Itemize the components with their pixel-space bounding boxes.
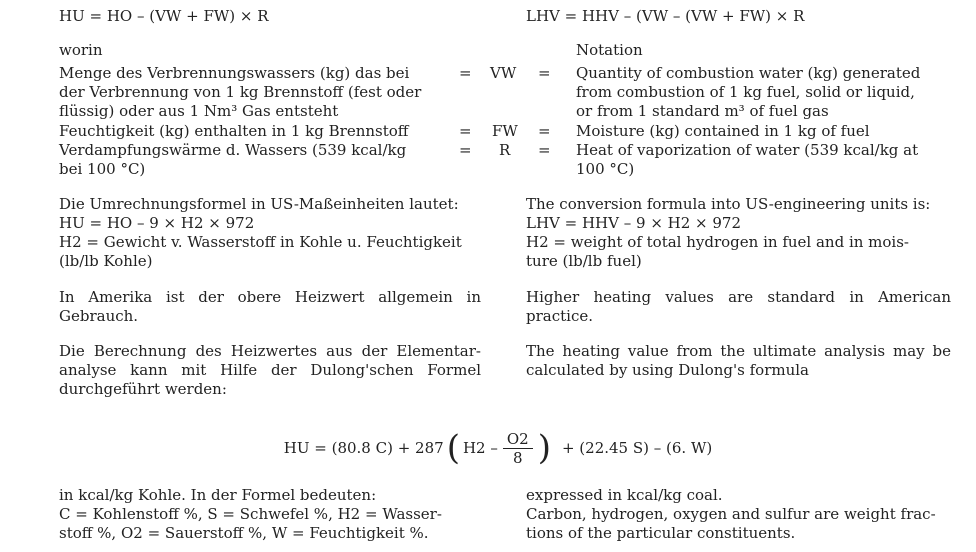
america-paragraph-english: Higher heating values are standard in American practice. [526, 288, 951, 325]
fraction-numerator: O2 [503, 430, 533, 449]
formula-close-paren: ) [537, 428, 551, 468]
formula-lhs: HU = (80.8 C) + 287 [283, 438, 444, 457]
def-r-symbol: R [499, 141, 511, 159]
def-r-english: Heat of vaporization of water (539 kcal/kg at 100 °C) [576, 141, 919, 178]
top-formula-german: HU = HO – (VW + FW) × R [59, 7, 269, 25]
header-notation: Notation [576, 41, 643, 59]
def-fw-eq-right: = [538, 122, 551, 140]
formula-h2: H2 – [462, 438, 498, 457]
dulong-paragraph-english: The heating value from the ultimate analysis may be calculated by using Dulong's formula [526, 342, 951, 379]
america-paragraph-german: In Amerika ist der obere Heizwert allgemein in Gebrauch. [59, 288, 481, 325]
us-conversion-english: The conversion formula into US-engineering units is: LHV = HHV – 9 × H2 × 972 H2 = weight of total hydrogen in fuel and in mois- ture (lb/lb fuel) [526, 195, 931, 270]
def-vw-eq-left: = [459, 64, 472, 82]
def-fw-german: Feuchtigkeit (kg) enthalten in 1 kg Brennstoff [59, 122, 409, 140]
def-vw-english: Quantity of combustion water (kg) generated from combustion of 1 kg fuel, solid or liquid, or from 1 standard m³ of fuel gas [576, 64, 921, 120]
def-vw-german: Menge des Verbrennungswassers (kg) das bei der Verbrennung von 1 kg Brennstoff (fest oder flüssig) oder aus 1 Nm³ Gas entsteht [59, 64, 422, 120]
top-formula-english: LHV = HHV – (VW – (VW + FW) × R [526, 7, 805, 25]
formula-open-paren: ( [446, 428, 460, 468]
def-r-german: Verdampfungswärme d. Wassers (539 kcal/kg bei 100 °C) [59, 141, 407, 178]
def-r-eq-left: = [459, 141, 472, 159]
def-vw-symbol: VW [490, 64, 517, 82]
bottom-paragraph-german: in kcal/kg Kohle. In der Formel bedeuten: C = Kohlenstoff %, S = Schwefel %, H2 = Wasser- stoff %, O2 = Sauerstoff %, W = Feuchtigkeit %. [59, 486, 442, 542]
def-r-eq-right: = [538, 141, 551, 159]
def-fw-eq-left: = [459, 122, 472, 140]
def-fw-english: Moisture (kg) contained in 1 kg of fuel [576, 122, 870, 140]
def-vw-eq-right: = [538, 64, 551, 82]
dulong-paragraph-german: Die Berechnung des Heizwertes aus der Elementar-analyse kann mit Hilfe der Dulong'schen Formel durchgeführt werden: [59, 342, 481, 398]
us-conversion-german: Die Umrechnungsformel in US-Maßeinheiten lautet: HU = HO – 9 × H2 × 972 H2 = Gewicht v. Wasserstoff in Kohle u. Feuchtigkeit (lb/lb Kohle) [59, 195, 462, 270]
formula-fraction [503, 430, 533, 467]
fraction-denominator: 8 [513, 448, 523, 467]
header-worin: worin [59, 41, 103, 59]
def-fw-symbol: FW [492, 122, 518, 140]
dulong-formula [0, 428, 976, 468]
formula-rhs: + (22.45 S) – (6. W) [561, 438, 713, 457]
bottom-paragraph-english: expressed in kcal/kg coal. Carbon, hydrogen, oxygen and sulfur are weight frac- tions of the particular constituents. [526, 486, 936, 542]
